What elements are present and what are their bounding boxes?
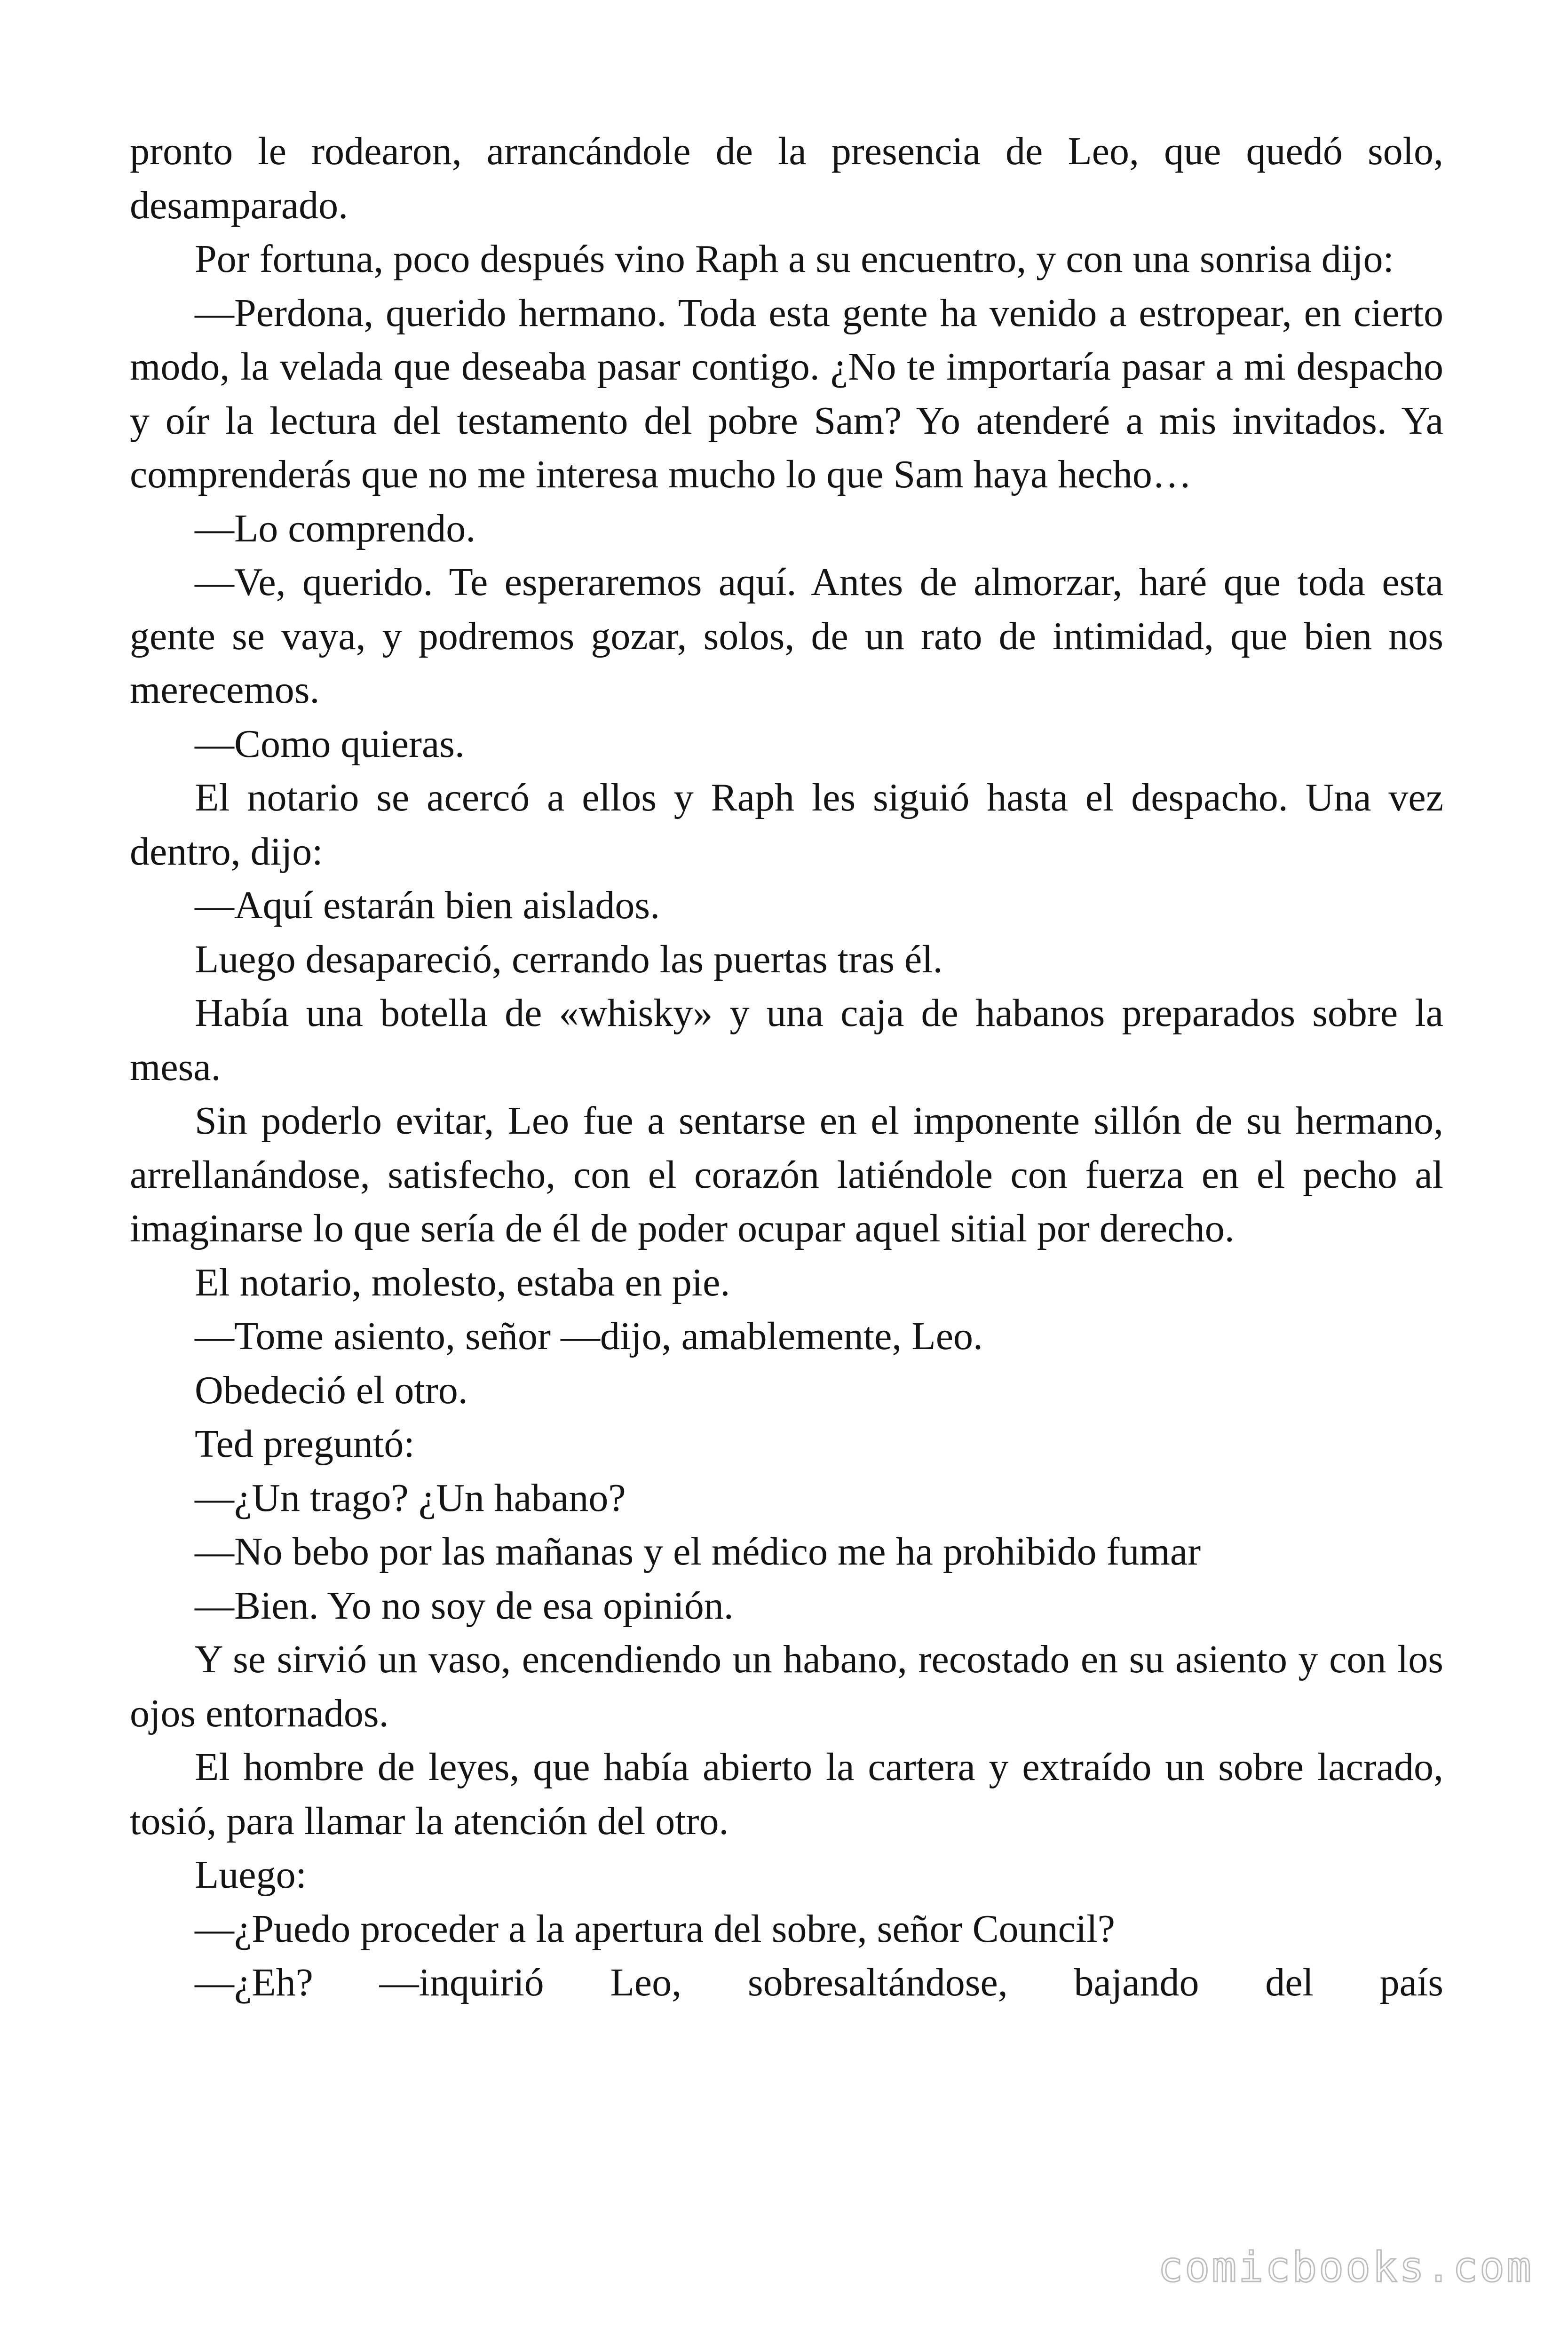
watermark-text: comicbooks.com [1158,2243,1533,2291]
paragraph: pronto le rodearon, arrancándole de la presencia de Leo, que quedó solo, desamparado. [130,129,1443,227]
paragraph: Luego desapareció, cerrando las puertas tras él. [195,937,943,981]
paragraph: Había una botella de «whisky» y una caja de habanos preparados sobre la mesa. [130,991,1443,1089]
paragraph: —Ve, querido. Te esperaremos aquí. Antes de almorzar, haré que toda esta gente se vaya, y podremos gozar, solos, de un rato de intimidad, que bien nos merecemos. [130,560,1443,712]
paragraph: —No bebo por las mañanas y el médico me ha prohibido fumar [195,1530,1201,1573]
paragraph: —Aquí estarán bien aislados. [195,883,660,927]
paragraph: —¿Eh? —inquirió Leo, sobresaltándose, bajando del país [195,1961,1443,2004]
paragraph: El hombre de leyes, que había abierto la cartera y extraído un sobre lacrado, tosió, para llamar la atención del otro. [130,1745,1443,1843]
paragraph: —Perdona, querido hermano. Toda esta gente ha venido a estropear, en cierto modo, la velada que deseaba pasar contigo. ¿No te importaría pasar a mi despacho y oír la lectura del testamento del pobre Sam? Yo atenderé a mis invitados. Ya comprenderás que no me interesa mucho lo que Sam haya hecho… [130,291,1443,496]
paragraph: —Bien. Yo no soy de esa opinión. [195,1583,734,1628]
paragraph: —Como quieras. [195,722,465,766]
paragraph: —Tome asiento, señor —dijo, amablemente, Leo. [195,1314,983,1358]
paragraph: El notario, molesto, estaba en pie. [195,1260,730,1304]
paragraph: Obedeció el otro. [195,1368,468,1412]
paragraph: Sin poderlo evitar, Leo fue a sentarse en el imponente sillón de su hermano, arrellanándose, satisfecho, con el corazón latiéndole con fuerza en el pecho al imaginarse lo que sería de él de poder ocupar aquel sitial por derecho. [130,1099,1443,1250]
paragraph: Ted preguntó: [195,1422,415,1466]
paragraph: —¿Puedo proceder a la apertura del sobre, señor Council? [195,1907,1115,1951]
paragraph: Y se sirvió un vaso, encendiendo un habano, recostado en su asiento y con los ojos entornados. [130,1637,1443,1735]
paragraph: —Lo comprendo. [195,506,476,550]
book-page-text [130,125,1443,2010]
paragraph: Por fortuna, poco después vino Raph a su encuentro, y con una sonrisa dijo: [195,237,1394,281]
paragraph: —¿Un trago? ¿Un habano? [195,1476,626,1520]
paragraph: Luego: [195,1853,307,1897]
paragraph: El notario se acercó a ellos y Raph les siguió hasta el despacho. Una vez dentro, dijo: [130,776,1443,874]
